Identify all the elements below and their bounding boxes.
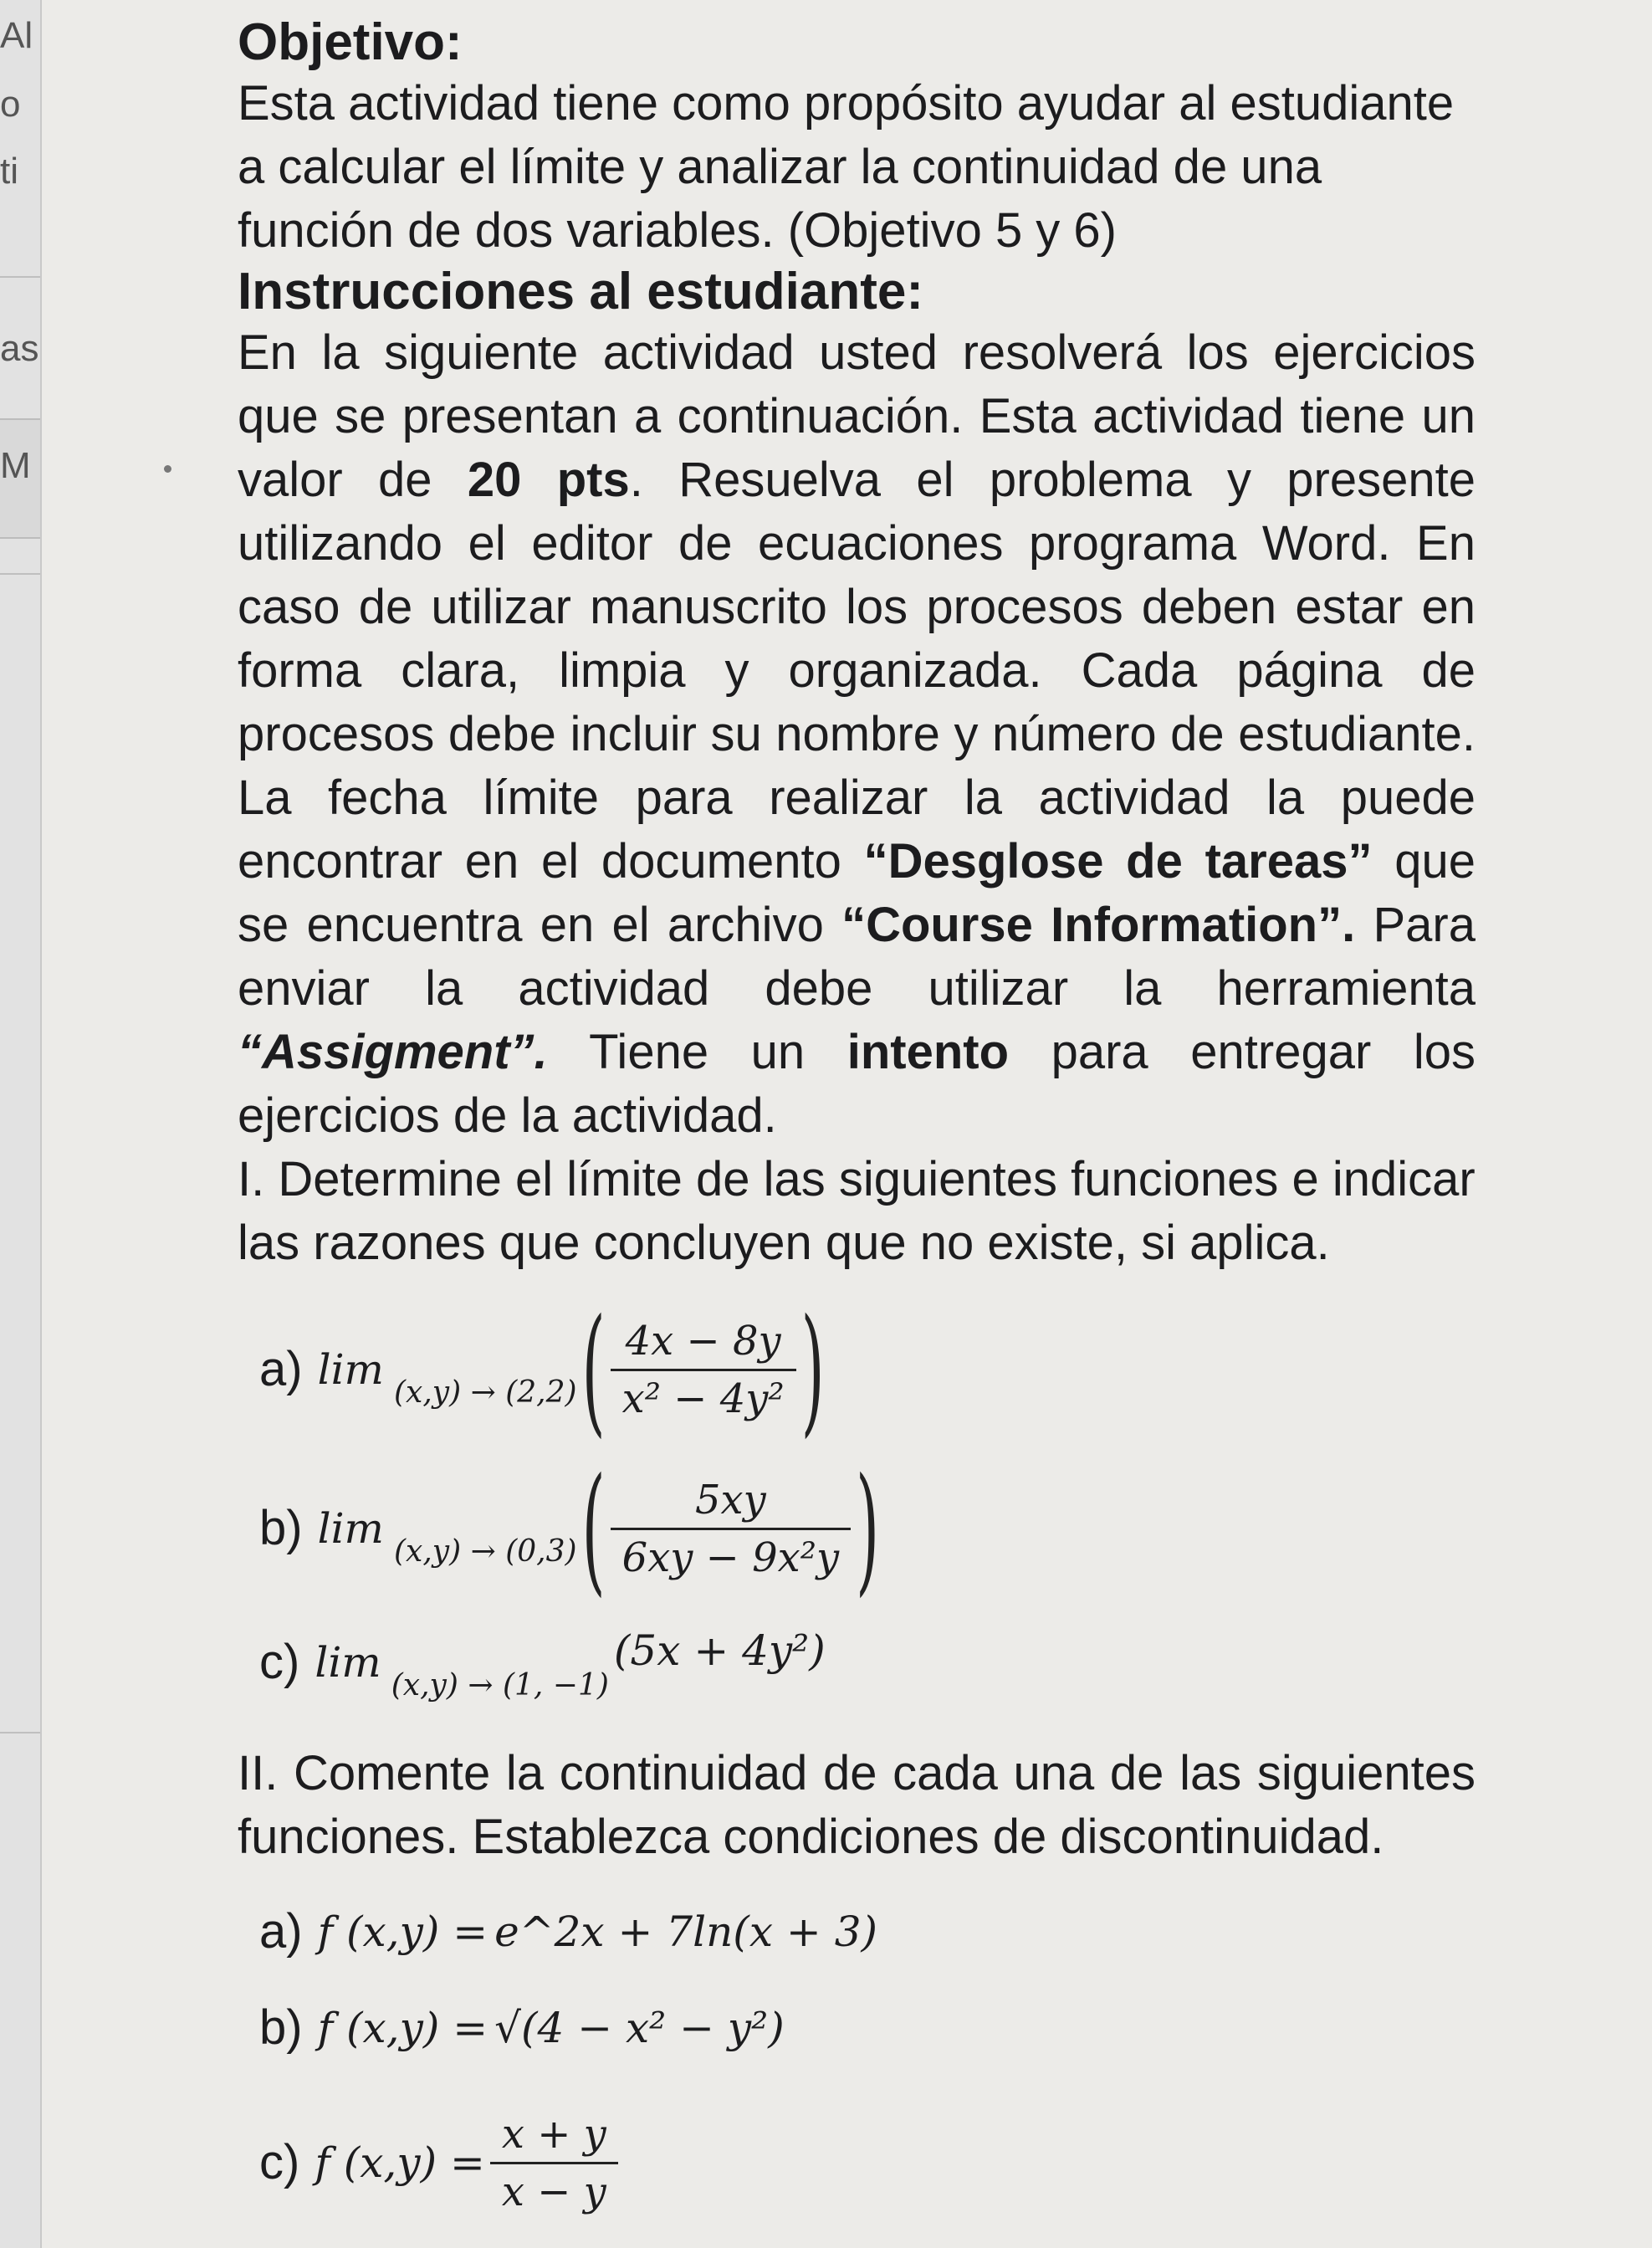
instructions-heading: Instrucciones al estudiante: xyxy=(238,263,923,320)
fraction-denominator: x² − 4y² xyxy=(611,1369,796,1423)
continuity-exercise-b xyxy=(259,1986,1476,2070)
fraction-numerator: 5xy xyxy=(695,1476,766,1523)
sidebar-divider xyxy=(0,1732,40,1733)
fraction xyxy=(611,1317,796,1423)
objective-heading: Objetivo: xyxy=(238,13,463,71)
instructions-part: para entregar los ejercicios de la actividad. xyxy=(238,1025,1476,1143)
continuity-exercise-a xyxy=(259,1894,1476,1969)
limit-approach: (x,y) → (1, −1) xyxy=(391,1668,609,1703)
instructions-part: Tiene un xyxy=(547,1025,847,1079)
function-expression: √(4 − x² − y²) xyxy=(494,2004,785,2052)
fraction xyxy=(490,2110,618,2216)
continuity-exercise-c xyxy=(259,2092,1476,2234)
function-expression: e^2x + 7ln(x + 3) xyxy=(494,1907,878,1956)
assignment-document xyxy=(238,13,1476,2234)
limit-approach: (x,y) → (0,3) xyxy=(393,1534,577,1569)
fraction-denominator: x − y xyxy=(490,2162,618,2216)
exercise-label: c) xyxy=(259,1635,300,1689)
fraction-numerator: 4x − 8y xyxy=(625,1317,781,1365)
lim-operator: lim xyxy=(317,1345,384,1394)
limit-expression: (5x + 4y²) xyxy=(613,1626,826,1675)
instructions-part: En la siguiente actividad usted resolverá los ejercicios que se presentan a continuación. Esta actividad tiene un valor de xyxy=(238,325,1476,507)
left-paren: ( xyxy=(581,1447,606,1610)
exercise-label: a) xyxy=(259,1342,303,1396)
instructions-part: Para enviar la actividad debe utilizar la herramienta xyxy=(238,898,1476,1016)
sidebar-fragment[interactable]: Al xyxy=(0,15,33,56)
section-1-title: I. Determine el límite de las siguientes funciones e indicar las razones que concluyen que no existe, si aplica. xyxy=(238,1152,1476,1270)
section-2-title: II. Comente la continuidad de cada una de las siguientes funciones. Establezca condiciones de discontinuidad. xyxy=(238,1746,1476,1864)
sidebar-fragment: M xyxy=(0,445,31,486)
fraction-denominator: 6xy − 9x²y xyxy=(611,1528,851,1582)
sidebar-active-item[interactable] xyxy=(0,418,40,539)
objective-text: Esta actividad tiene como propósito ayudar al estudiante a calcular el límite y analizar la continuidad de una función de dos variables. (Objetivo 5 y 6) xyxy=(238,76,1455,258)
points-value: 20 pts xyxy=(467,453,630,507)
sidebar-divider xyxy=(0,276,40,278)
fraction xyxy=(611,1476,851,1582)
sidebar-fragment[interactable]: as xyxy=(0,328,39,369)
exercise-label: b) xyxy=(259,2000,303,2055)
function-lhs: f (x,y) = xyxy=(317,2004,488,2052)
limit-exercise-a xyxy=(259,1288,1476,1451)
limit-exercise-c xyxy=(259,1616,1476,1708)
left-paren: ( xyxy=(581,1288,606,1451)
lim-operator: lim xyxy=(317,1504,384,1553)
sidebar-fragment[interactable]: o xyxy=(0,84,21,125)
right-paren: ) xyxy=(856,1447,880,1610)
bullet-marker xyxy=(164,465,171,473)
function-lhs: f (x,y) = xyxy=(315,2138,485,2187)
fraction-numerator: x + y xyxy=(501,2110,606,2158)
sidebar-fragment[interactable]: ti xyxy=(0,151,18,192)
limit-approach: (x,y) → (2,2) xyxy=(393,1375,577,1410)
lim-operator: lim xyxy=(315,1638,381,1687)
instructions-part: . Resuelva el problema y presente utilizando el editor de ecuaciones programa Word. En caso de utilizar manuscrito los procesos deben estar en forma clara, limpia y organizada. Cada página de procesos debe incluir su nombre y número de estudiante. La fecha límite para realizar la actividad la puede encontrar en el documento xyxy=(238,453,1476,888)
function-lhs: f (x,y) = xyxy=(317,1907,488,1956)
instructions-part: que se encuentra en el archivo xyxy=(238,834,1476,952)
tool-name: “Assigment”. xyxy=(238,1025,548,1079)
limit-exercise-b xyxy=(259,1447,1476,1610)
file-name: “Course Information”. xyxy=(841,898,1356,952)
right-paren: ) xyxy=(800,1288,825,1451)
exercise-label: c) xyxy=(259,2135,300,2189)
attempt-word: intento xyxy=(846,1025,1010,1079)
left-sidebar xyxy=(0,0,42,2248)
sidebar-divider xyxy=(0,573,40,575)
instructions-text xyxy=(238,321,1476,1148)
exercise-label: b) xyxy=(259,1501,303,1555)
document-name: “Desglose de tareas” xyxy=(863,834,1373,888)
exercise-label: a) xyxy=(259,1904,303,1959)
